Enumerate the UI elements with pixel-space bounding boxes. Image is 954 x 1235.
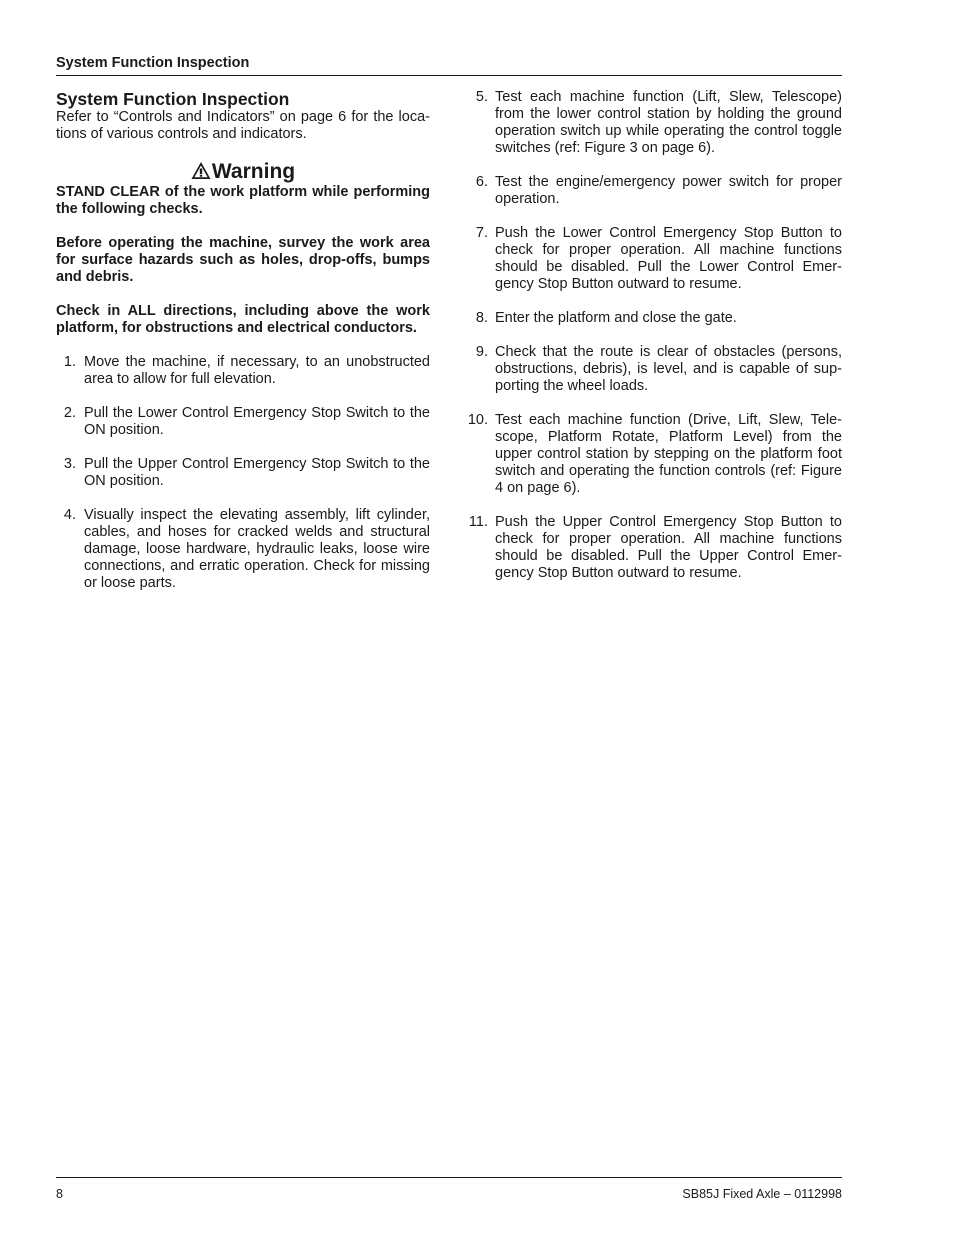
list-item [56,507,430,592]
step-number: 7. [475,225,488,241]
list-item [467,174,842,208]
step-text: Check that the route is clear of obstacles (persons, obstructions, debris), is level, and is capable of supporting the wheel loads. [495,344,842,394]
step-text: Enter the platform and close the gate. [495,310,737,326]
running-header: System Function Inspection [56,55,250,71]
warning-paragraph: Check in ALL directions, including above the work platform, for obstructions and electrical conductors. [56,303,430,336]
step-number: 6. [475,174,488,190]
step-text: Test the engine/emergency power switch for proper operation. [495,174,842,207]
list-item [56,456,430,490]
step-text: Push the Lower Control Emergency Stop Button to check for proper operation. All machine functions should be disabled. Pull the Lower Control Emergency Stop Button outward to resume. [495,225,842,292]
step-number: 9. [475,344,488,360]
step-number: 11. [468,514,488,530]
step-number: 1. [63,354,76,370]
list-item [467,310,842,327]
page-number: 8 [56,1187,63,1201]
step-text: Push the Upper Control Emergency Stop Button to check for proper operation. All machine functions should be disabled. Pull the Upper Control Emergency Stop Button outward to resume. [495,514,842,581]
header-rule [56,75,842,76]
list-item [467,344,842,395]
step-number: 4. [63,507,76,523]
document-page [56,0,842,1235]
section-title: System Function Inspection [56,89,290,109]
steps-list [56,354,430,592]
document-id: SB85J Fixed Axle – 0112998 [682,1187,842,1201]
step-text: Test each machine function (Lift, Slew, Telescope) from the lower control station by holding the ground operation switch up while operating the control toggle switches (ref: Figure 3 on page 6). [495,89,842,156]
list-item [467,412,842,497]
warning-heading [56,160,430,184]
warning-triangle-icon [191,160,212,183]
step-text: Visually inspect the elevating assembly, lift cylinder, cables, and hoses for cracked welds and structural damage, loose hardware, hydraulic leaks, loose wire connections, and erratic operation. Check for missing or loose parts. [84,507,430,591]
step-number: 8. [475,310,488,326]
warning-paragraph: STAND CLEAR of the work platform while performing the following checks. [56,184,430,217]
step-number: 5. [475,89,488,105]
step-text: Move the machine, if necessary, to an unobstructed area to allow for full elevation. [84,354,430,387]
intro-paragraph: Refer to “Controls and Indicators” on page 6 for the locations of various controls and indicators. [56,109,430,142]
list-item [56,354,430,388]
list-item [467,225,842,293]
step-text: Pull the Lower Control Emergency Stop Switch to the ON position. [84,405,430,438]
footer-rule [56,1177,842,1178]
list-item [467,514,842,582]
list-item [56,405,430,439]
left-column [56,89,430,609]
right-column [467,89,842,599]
warning-paragraph: Before operating the machine, survey the work area for surface hazards such as holes, drop-offs, bumps and debris. [56,235,430,285]
steps-list [467,89,842,582]
step-number: 10. [467,412,488,428]
warning-title-text: Warning [211,160,296,183]
list-item [467,89,842,157]
step-number: 3. [63,456,76,472]
step-text: Pull the Upper Control Emergency Stop Switch to the ON position. [84,456,430,489]
step-number: 2. [63,405,76,421]
step-text: Test each machine function (Drive, Lift, Slew, Telescope, Platform Rotate, Platform Level) from the upper control station by stepping on the platform foot switch and operating the function controls (ref: Figure 4 on page 6). [495,412,842,496]
